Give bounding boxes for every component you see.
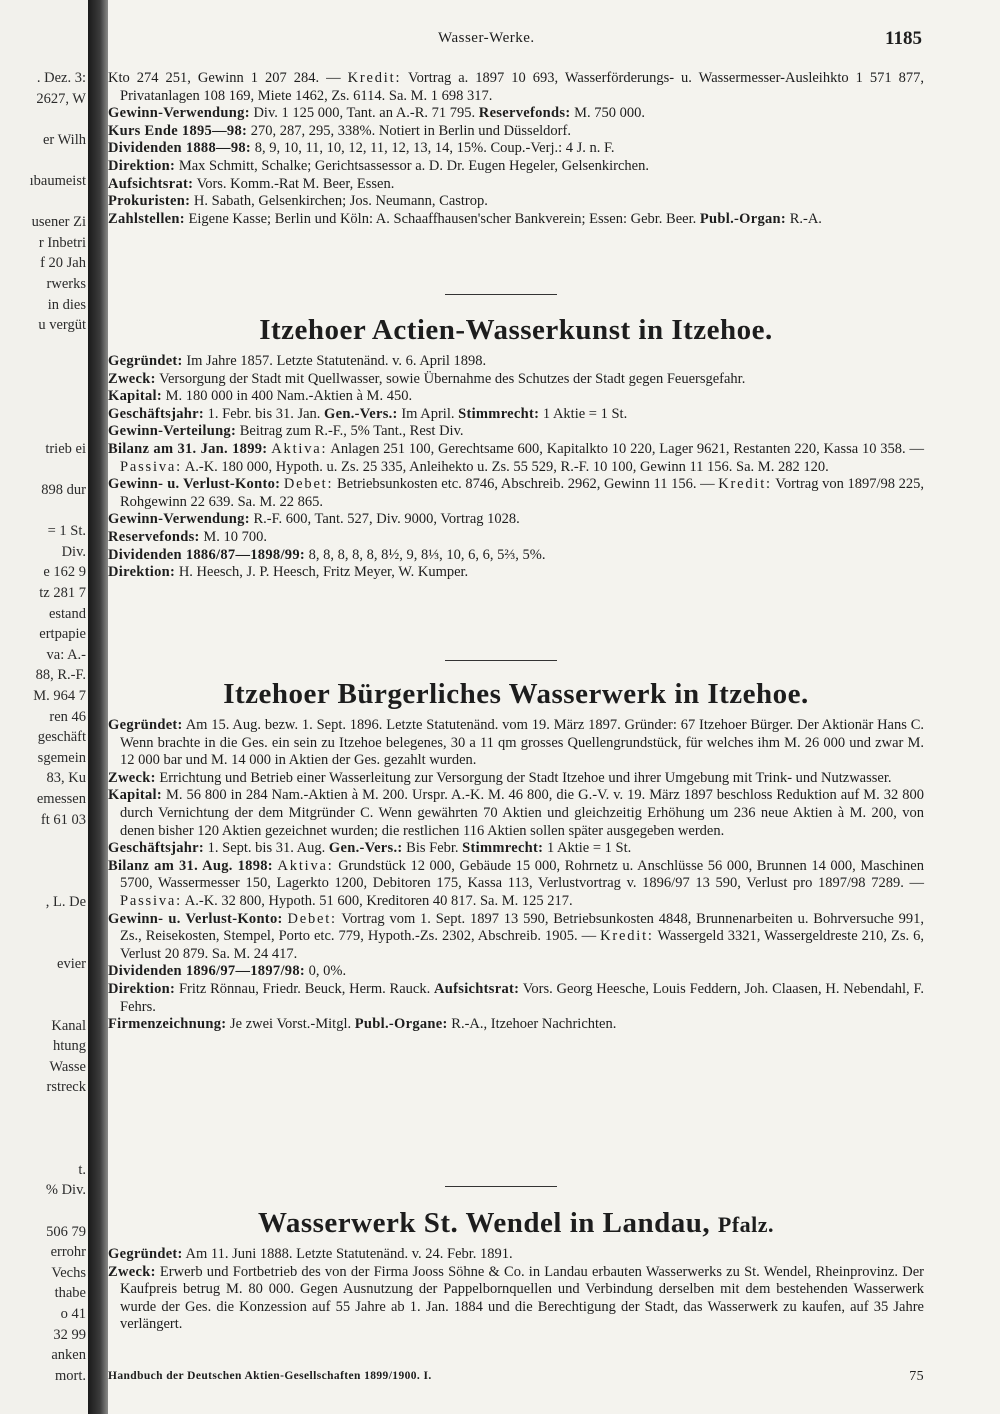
spaced-label: Passiva: [120, 892, 182, 909]
strip-line: errohr [50, 1244, 86, 1261]
entry-paragraph [108, 770, 924, 788]
strip-line: sgemein [37, 749, 86, 766]
entry-paragraph [108, 529, 924, 547]
entry-paragraph [108, 353, 924, 371]
strip-line: r Inbetri [38, 234, 86, 251]
field-text: 270, 287, 295, 338%. Notiert in Berlin und Düsseldorf. [247, 122, 571, 139]
footer-text: Handbuch der Deutschen Aktien-Gesellschaften 1899/1900. I. [108, 1370, 432, 1382]
field-text: H. Heesch, J. P. Heesch, Fritz Meyer, W. Kumper. [175, 564, 469, 581]
spaced-label: Debet: [283, 476, 334, 493]
strip-line: e 162 9 [43, 564, 86, 581]
field-label: Kurs Ende 1895—98: [108, 122, 248, 139]
separator-rule [445, 1186, 557, 1187]
strip-line: 2627, W [36, 90, 86, 107]
field-label: Gegründet: [108, 1246, 183, 1262]
adjacent-page-strip [0, 0, 88, 1414]
page [108, 0, 1000, 1414]
page-number: 1185 [885, 28, 922, 49]
strip-line: rstreck [46, 1079, 86, 1096]
field-text: Max Schmitt, Schalke; Gerichtsassessor a. D. Dr. Eugen Hegeler, Gelsenkirchen. [175, 157, 649, 174]
field-label: Gegründet: [108, 353, 183, 369]
field-text: Am 15. Aug. bezw. 1. Sept. 1896. Letzte Statutenänd. vom 19. März 1897. Gründer: 67 Itzehoer Bürger. Der Aktionär Hans C. Wenn brachte in die Ges. ein sein zu Itzehoe belegenes, 30 a 11 qm grosses Quellengrundstück, für welches ihm M. 26 000 und zwar M. 12 000 bar und M. 14 000 in Aktien der Ges. gezahlt wurden. [120, 717, 924, 769]
book-gutter [88, 0, 108, 1414]
spaced-label: Aktiva: [271, 440, 328, 457]
field-label: Firmenzeichnung: [108, 1016, 227, 1033]
entry-paragraph [108, 176, 924, 194]
company-entry-2 [108, 717, 924, 1034]
field-label: Gen.-Vers.: [328, 840, 403, 857]
entry-paragraph [108, 70, 924, 105]
field-label: Direktion: [108, 157, 176, 174]
entry-paragraph [108, 963, 924, 981]
strip-line: in dies [47, 296, 86, 313]
spaced-label: Aktiva: [277, 857, 334, 874]
spaced-label: Kredit: [600, 928, 654, 945]
field-label: Aufsichtsrat: [434, 980, 520, 997]
separator-rule [445, 660, 557, 661]
strip-line: % Div. [45, 1182, 86, 1199]
field-text: Bis Febr. [402, 840, 463, 857]
field-label: Aufsichtsrat: [108, 175, 194, 192]
strip-line: htung [52, 1038, 86, 1055]
field-text: R.-F. 600, Tant. 527, Div. 9000, Vortrag 1028. [249, 511, 520, 528]
entry-paragraph [108, 476, 924, 511]
field-label: Zweck: [108, 370, 156, 387]
field-text: H. Sabath, Gelsenkirchen; Jos. Neumann, Castrop. [190, 193, 488, 210]
field-label: Reservefonds: [108, 528, 200, 545]
entry-paragraph [108, 1246, 924, 1264]
strip-line: t. [78, 1161, 86, 1178]
strip-line: 88, R.-F. [35, 667, 86, 684]
field-text: A.-K. 180 000, Hypoth. u. Zs. 25 335, Anleihekto u. Zs. 55 529, R.-F. 10 100, Gewinn 11 156. Sa. M. 282 120. [181, 458, 829, 475]
entry-paragraph [108, 423, 924, 441]
strip-line: 83, Ku [46, 770, 86, 787]
strip-line: Div. [61, 543, 86, 560]
field-text: Eigene Kasse; Berlin und Köln: A. Schaaffhausen'scher Bankverein; Essen: Gebr. Beer. [184, 210, 700, 227]
field-text: R.-A., Itzehoer Nachrichten. [447, 1016, 617, 1033]
field-text: Fritz Rönnau, Friedr. Beuck, Herm. Rauck. [175, 980, 435, 997]
entry-paragraph [108, 981, 924, 1016]
field-label: Reservefonds: [478, 105, 571, 122]
field-label: Zweck: [108, 769, 156, 786]
field-label: Prokuristen: [108, 193, 191, 210]
strip-line: emessen [36, 791, 86, 807]
entry-paragraph [108, 158, 924, 176]
field-label: Stimmrecht: [458, 405, 540, 422]
strip-line: tz 281 7 [39, 585, 86, 601]
strip-line: f 20 Jah [40, 255, 86, 272]
field-label: Dividenden 1886/87—1898/99: [108, 546, 306, 563]
company-entry-1 [108, 353, 924, 582]
field-text: A.-K. 32 800, Hypoth. 51 600, Kreditoren 40 817. Sa. M. 125 217. [181, 892, 573, 909]
strip-line: usener Zi [31, 214, 86, 231]
signature-number: 75 [909, 1369, 924, 1384]
field-text: M. 180 000 in 400 Nam.-Aktien à M. 450. [161, 388, 413, 405]
field-text: Beitrag zum R.-F., 5% Tant., Rest Div. [236, 423, 464, 440]
entry-paragraph [108, 787, 924, 840]
previous-entry-continuation [108, 70, 924, 228]
strip-line: = 1 St. [47, 523, 86, 540]
entry-paragraph [108, 123, 924, 141]
separator-rule [445, 294, 557, 295]
running-title: Wasser-Werke. [438, 30, 535, 46]
strip-line: estand [48, 605, 86, 622]
strip-line: Vechs [51, 1264, 86, 1281]
field-text: 8, 8, 8, 8, 8, 8½, 9, 8⅓, 10, 6, 6, 5⅔, 5%. [305, 546, 546, 563]
strip-line: . Dez. 3: [36, 70, 86, 86]
strip-line: u vergüt [38, 317, 86, 334]
entry-paragraph [108, 211, 924, 229]
entry-paragraph [108, 105, 924, 123]
entry-paragraph [108, 371, 924, 389]
running-header [108, 30, 1000, 52]
entry-paragraph [108, 564, 924, 582]
strip-line: Kanal [51, 1017, 86, 1034]
strip-line: ıbaumeist [29, 173, 86, 189]
strip-line: er Wilh [42, 131, 86, 148]
field-label: Zweck: [108, 1263, 156, 1280]
field-label: Publ.-Organ: [699, 210, 787, 227]
field-text: Anlagen 251 100, Gerechtsame 600, Kapitalkto 10 220, Lager 9621, Restanten 220, Kassa 10 358. — [327, 440, 924, 457]
field-label: Gegründet: [108, 717, 183, 733]
strip-line: ertpapie [39, 626, 86, 643]
strip-line: evier [57, 955, 86, 972]
field-text: Vors. Komm.-Rat M. Beer, Essen. [193, 175, 395, 192]
field-label: Geschäftsjahr: [108, 405, 205, 422]
spaced-label: Kredit: [347, 70, 402, 86]
strip-line: va: A.- [46, 646, 86, 663]
field-label: Kapital: [108, 787, 162, 804]
entry-paragraph [108, 388, 924, 406]
entry-paragraph [108, 441, 924, 476]
entry-paragraph [108, 406, 924, 424]
strip-line: trieb ei [45, 440, 86, 457]
entry-paragraph [108, 140, 924, 158]
company-title-1: Itzehoer Actien-Wasserkunst in Itzehoe. [259, 314, 773, 346]
field-text: Im Jahre 1857. Letzte Statutenänd. v. 6. April 1898. [182, 353, 487, 369]
field-label: Zahlstellen: [108, 210, 185, 227]
field-text: Wassergeld 3321, Wassergeldreste 210, Zs. 6, Verlust 20 879. Sa. M. 24 417. [120, 928, 924, 962]
entry-paragraph [108, 1264, 924, 1334]
field-text: 1. Sept. bis 31. Aug. [204, 840, 329, 857]
field-text: Vortrag a. 1897 10 693, Wasserförderungs- u. Wassermesser-Ausleihkto 1 571 877, Privatanlagen 108 169, Miete 1462, Zs. 6114. Sa. M. 1 698 317. [120, 70, 924, 104]
company-entry-3 [108, 1246, 924, 1334]
strip-line: rwerks [46, 276, 86, 292]
field-label: Direktion: [108, 564, 176, 581]
field-label: Stimmrecht: [462, 840, 544, 857]
field-text: 1 Aktie = 1 St. [543, 840, 632, 857]
footer [108, 1370, 924, 1388]
field-text: M. 56 800 in 284 Nam.-Aktien à M. 200. Urspr. A.-K. M. 46 800, die G.-V. v. 19. März 1897 beschloss Reduktion auf M. 32 800 durch Vernichtung der dem Mitgründer C. Wenn gewährten 70 Aktien und gleichzeitig Erhöhung um 236 neue Aktien à M. 200, von denen bisher 120 Aktien gezeichnet wurden; die restlichen 116 Aktien sollen später ausgegeben werden. [120, 787, 924, 839]
company-title-3: Wasserwerk St. Wendel in Landau, Pfalz. [257, 1207, 775, 1239]
field-text: R.-A. [786, 210, 822, 227]
field-text: Im April. [397, 405, 459, 422]
field-text: Kto 274 251, Gewinn 1 207 284. — [108, 70, 348, 86]
entry-paragraph [108, 840, 924, 858]
field-label: Gen.-Vers.: [324, 405, 398, 422]
field-label: Gewinn- u. Verlust-Konto: [108, 476, 281, 493]
field-text: Am 11. Juni 1888. Letzte Statutenänd. v. 24. Febr. 1891. [182, 1246, 513, 1262]
field-text: 1 Aktie = 1 St. [539, 405, 628, 422]
field-text: Vortrag von 1897/98 225, Rohgewinn 22 639. Sa. M. 22 865. [120, 476, 925, 510]
strip-line: mort. [54, 1367, 86, 1384]
entry-paragraph [108, 911, 924, 964]
entry-paragraph [108, 717, 924, 770]
strip-line: 506 79 [46, 1223, 86, 1240]
field-label: Kapital: [108, 388, 162, 405]
field-label: Dividenden 1896/97—1897/98: [108, 963, 306, 980]
field-label: Gewinn- u. Verlust-Konto: [108, 910, 283, 927]
field-text: 8, 9, 10, 11, 10, 12, 11, 12, 13, 14, 15%. Coup.-Verj.: 4 J. n. F. [251, 140, 615, 157]
field-text: Vortrag vom 1. Sept. 1897 13 590, Betriebsunkosten 4848, Brunnenarbeiten u. Bohrversuche 991, Zs., Reisekosten, Stempel, Porto etc. 779, Hypoth.-Zs. 2302, Abschreib. 1905. — [120, 910, 924, 945]
field-label: Direktion: [108, 980, 176, 997]
strip-line: Wasse [49, 1058, 86, 1075]
entry-paragraph [108, 511, 924, 529]
field-label: Publ.-Organe: [354, 1016, 448, 1033]
spaced-label: Kredit: [718, 476, 772, 493]
field-text: Div. 1 125 000, Tant. an A.-R. 71 795. [249, 105, 479, 122]
field-text: Je zwei Vorst.-Mitgl. [226, 1016, 355, 1033]
entry-paragraph [108, 858, 924, 911]
field-text: Betriebsunkosten etc. 8746, Abschreib. 2962, Gewinn 11 156. — [333, 476, 719, 493]
entry-paragraph [108, 193, 924, 211]
field-label: Geschäftsjahr: [108, 840, 205, 857]
strip-line: anken [51, 1347, 86, 1364]
strip-line: , L. De [45, 894, 86, 910]
strip-line: ren 46 [49, 708, 86, 725]
field-text: M. 750 000. [570, 105, 646, 122]
strip-line: thabe [54, 1285, 86, 1302]
field-text: 0, 0%. [305, 963, 347, 980]
strip-line: ft 61 03 [40, 811, 86, 828]
field-label: Bilanz am 31. Aug. 1898: [108, 857, 273, 874]
field-text: Versorgung der Stadt mit Quellwasser, sowie Übernahme des Schutzes der Stadt gegen Feuersgefahr. [155, 370, 746, 387]
entry-paragraph [108, 1016, 924, 1034]
field-text: Grundstück 12 000, Gebäude 15 000, Rohrnetz u. Anschlüsse 56 000, Brunnen 14 000, Maschinen 5700, Wassermesser 150, Lagerkto 1200, Debitoren 175, Kassa 113, Verlustvortrag v. 1896/97 13 590, Verlust pro 1897/98 7289. — [120, 857, 924, 892]
spaced-label: Passiva: [120, 458, 182, 475]
strip-line: geschäft [37, 729, 86, 746]
strip-line: o 41 [60, 1306, 86, 1322]
strip-line: 898 dur [41, 482, 86, 498]
spaced-label: Debet: [287, 910, 337, 927]
field-text: 1. Febr. bis 31. Jan. [204, 405, 325, 422]
strip-line: M. 964 7 [33, 688, 86, 704]
field-label: Gewinn-Verteilung: [108, 423, 237, 440]
field-text: Erwerb und Fortbetrieb des von der Firma Jooss Söhne & Co. in Landau erbauten Wasserwerks zu St. Wendel, Rheinprovinz. Der Kaufpreis betrug M. 80 000. Gegen Ausnutzung der Pappelbornquellen und Verbindung derselben mit dem bestehenden Wasserwerk wurde der Ges. die Konzession auf 55 Jahre ab 1. Jan. 1884 und die Berechtigung der Stadt, das Wasserwerk zu kaufen, auf 35 Jahre verlängert. [120, 1263, 924, 1333]
field-text: Errichtung und Betrieb einer Wasserleitung zur Versorgung der Stadt Itzehoe und ihrer Umgebung mit Trink- und Nutzwasser. [155, 769, 892, 786]
strip-line: 32 99 [53, 1326, 86, 1343]
company-title-2: Itzehoer Bürgerliches Wasserwerk in Itzehoe. [223, 678, 809, 710]
entry-paragraph [108, 547, 924, 565]
field-text: Vors. Georg Heesche, Louis Feddern, Joh. Claasen, H. Nebendahl, F. Fehrs. [120, 980, 924, 1015]
field-label: Gewinn-Verwendung: [108, 105, 250, 122]
field-text: M. 10 700. [199, 528, 267, 545]
field-label: Dividenden 1888—98: [108, 140, 252, 157]
field-label: Bilanz am 31. Jan. 1899: [108, 440, 268, 457]
field-label: Gewinn-Verwendung: [108, 511, 250, 528]
